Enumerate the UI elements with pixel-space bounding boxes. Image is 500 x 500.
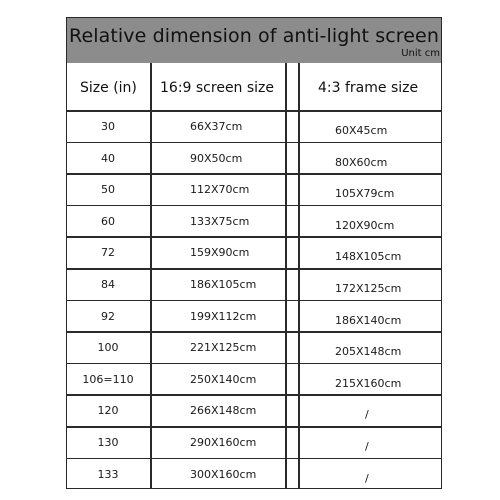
frame-size-cell: 120X90cm bbox=[335, 218, 395, 232]
size-cell: 120 bbox=[97, 404, 119, 418]
frame-size-cell: 105X79cm bbox=[335, 187, 395, 201]
wide-size-cell: 159X90cm bbox=[190, 246, 250, 260]
frame-size-cell: / bbox=[365, 440, 369, 453]
wide-size-cell: 290X160cm bbox=[190, 436, 257, 449]
column-header-wide: 16:9 screen size bbox=[160, 80, 275, 96]
wide-size-cell: 266X148cm bbox=[190, 404, 257, 418]
size-cell: 100 bbox=[97, 341, 119, 355]
wide-size-cell: 66X37cm bbox=[190, 120, 243, 133]
unit-label: Unit cm bbox=[401, 48, 440, 59]
size-cell: 60 bbox=[101, 214, 115, 228]
frame-size-cell: 80X60cm bbox=[335, 155, 388, 169]
row-divider bbox=[66, 331, 442, 333]
row-divider bbox=[66, 300, 442, 302]
size-cell: 106=110 bbox=[82, 372, 134, 386]
row-divider bbox=[66, 236, 442, 238]
column-header-size: Size (in) bbox=[80, 80, 137, 96]
frame-size-cell: 215X160cm bbox=[335, 376, 402, 390]
size-cell: 30 bbox=[101, 120, 115, 133]
wide-size-cell: 133X75cm bbox=[190, 214, 250, 228]
frame-size-cell: 186X140cm bbox=[335, 313, 402, 327]
frame-size-cell: / bbox=[365, 471, 369, 485]
header-divider bbox=[66, 110, 442, 112]
row-divider bbox=[66, 363, 442, 365]
row-divider bbox=[66, 458, 442, 460]
frame-size-cell: 60X45cm bbox=[335, 124, 388, 137]
size-cell: 130 bbox=[97, 436, 119, 449]
wide-size-cell: 221X125cm bbox=[190, 341, 257, 355]
frame-size-cell: 205X148cm bbox=[335, 345, 402, 359]
size-cell: 50 bbox=[101, 183, 115, 197]
size-cell: 92 bbox=[101, 309, 115, 323]
frame-size-cell: / bbox=[365, 408, 369, 422]
size-cell: 84 bbox=[101, 278, 115, 291]
size-cell: 72 bbox=[101, 246, 115, 260]
wide-size-cell: 90X50cm bbox=[190, 151, 243, 165]
size-cell: 40 bbox=[101, 151, 115, 165]
row-divider bbox=[66, 142, 442, 144]
frame-size-cell: 172X125cm bbox=[335, 282, 402, 295]
wide-size-cell: 300X160cm bbox=[190, 467, 257, 481]
row-divider bbox=[66, 173, 442, 175]
wide-size-cell: 112X70cm bbox=[190, 183, 250, 197]
wide-size-cell: 186X105cm bbox=[190, 278, 257, 291]
wide-size-cell: 199X112cm bbox=[190, 309, 257, 323]
row-divider bbox=[66, 268, 442, 270]
column-header-frame: 4:3 frame size bbox=[318, 80, 419, 96]
size-cell: 133 bbox=[97, 467, 119, 481]
frame-size-cell: 148X105cm bbox=[335, 250, 402, 264]
table-title: Relative dimension of anti-light screen bbox=[69, 25, 439, 47]
row-divider bbox=[66, 394, 442, 396]
row-divider bbox=[66, 205, 442, 207]
row-divider bbox=[66, 426, 442, 428]
wide-size-cell: 250X140cm bbox=[190, 372, 257, 386]
